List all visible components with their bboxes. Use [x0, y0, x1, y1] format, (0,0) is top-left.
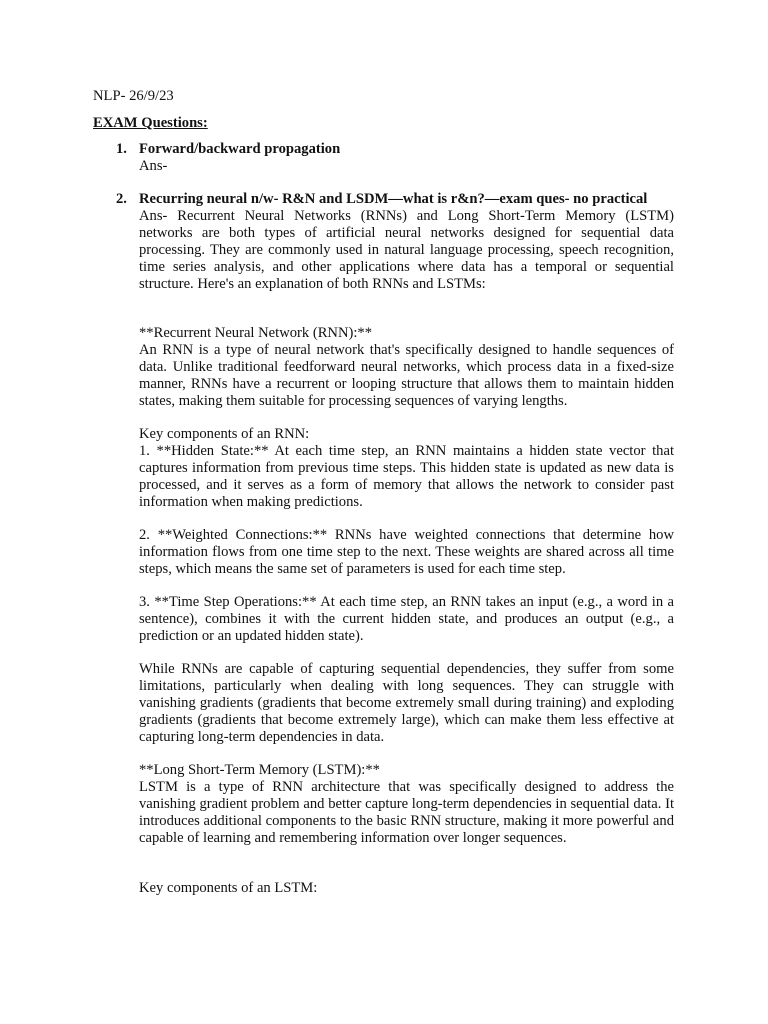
lstm-description: LSTM is a type of RNN architecture that was specifically designed to address the vanishing gradient problem and better capture long-term dependencies in sequential data. It introduces additional components to the basic RNN structure, making it more powerful and capable of learning and remembering information over longer sequences. — [139, 779, 674, 846]
question-2 — [139, 191, 674, 293]
question-1 — [139, 141, 674, 175]
question-2-answer-intro: Ans- Recurrent Neural Networks (RNNs) and Long Short-Term Memory (LSTM) networks are both types of artificial neural networks designed for sequential data processing. They are commonly used in natural language processing, speech recognition, time series analysis, and other applications where data has a temporal or sequential structure. Here's an explanation of both RNNs and LSTMs: — [139, 208, 674, 292]
rnn-component-hidden-state: 1. **Hidden State:** At each time step, an RNN maintains a hidden state vector that captures information from previous time steps. This hidden state is updated as new data is processed, and it serves as a form of memory that allows the network to consider past information when making predictions. — [139, 443, 674, 510]
question-1-title: Forward/backward propagation — [139, 141, 341, 157]
date-line: NLP- 26/9/23 — [93, 88, 174, 104]
question-2-title: Recurring neural n/w- R&N and LSDM—what is r&n?—exam ques- no practical — [139, 191, 648, 207]
rnn-component-weighted-connections: 2. **Weighted Connections:** RNNs have weighted connections that determine how information flows from one time step to the next. These weights are shared across all time steps, which means the same set of parameters is used for each time step. — [139, 527, 674, 577]
question-1-number: 1. — [116, 141, 127, 157]
rnn-heading: **Recurrent Neural Network (RNN):** — [139, 325, 373, 341]
lstm-heading: **Long Short-Term Memory (LSTM):** — [139, 762, 380, 778]
rnn-component-time-step-operations: 3. **Time Step Operations:** At each time step, an RNN takes an input (e.g., a word in a sentence), combines it with the current hidden state, and produces an output (e.g., a prediction or an updated hidden state). — [139, 594, 674, 644]
rnn-components-heading: Key components of an RNN: — [139, 426, 310, 442]
question-1-answer: Ans- — [139, 158, 168, 174]
lstm-components-heading: Key components of an LSTM: — [139, 880, 318, 896]
rnn-limitations: While RNNs are capable of capturing sequential dependencies, they suffer from some limitations, particularly when dealing with long sequences. They can struggle with vanishing gradients (gradients that become extremely small during training) and exploding gradients (gradients that become extremely large), which can make them less effective at capturing long-term dependencies in data. — [139, 661, 674, 745]
exam-questions-heading: EXAM Questions: — [93, 115, 208, 131]
rnn-description: An RNN is a type of neural network that's specifically designed to handle sequences of data. Unlike traditional feedforward neural networks, which process data in a fixed-size manner, RNNs have a recurrent or looping structure that allows them to maintain hidden states, making them suitable for processing sequences of varying lengths. — [139, 342, 674, 409]
question-2-number: 2. — [116, 191, 127, 207]
